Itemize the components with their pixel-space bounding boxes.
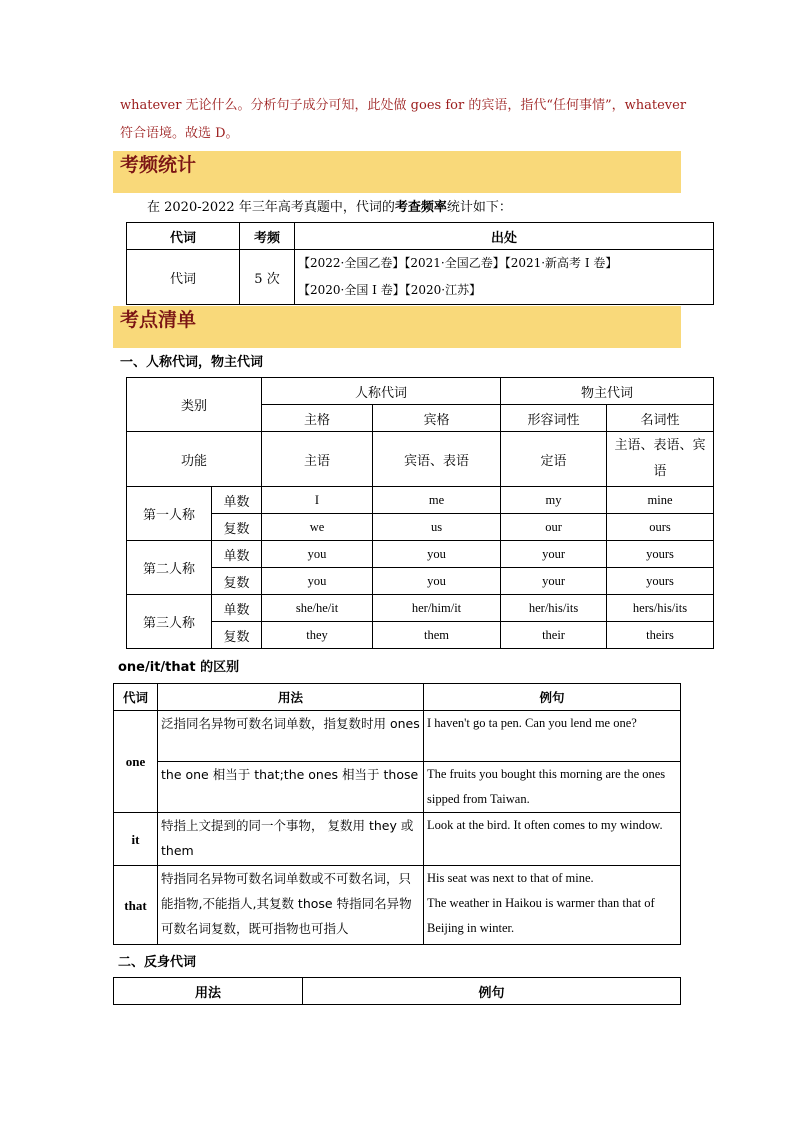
table-row: [114, 762, 681, 813]
table-cell: we: [262, 514, 373, 541]
table-cell: 特指同名异物可数名词单数或不可数名词，只能指物,不能指人,其复数 those 特指同名异物可数名词复数，既可指物也可指人: [158, 866, 424, 945]
table-cell: they: [262, 622, 373, 649]
intro-line-1: whatever 无论什么。分析句子成分可知，此处做 goes for 的宾语，指代“任何事情”，whatever: [120, 98, 687, 113]
table-cell: 第二人称: [127, 541, 212, 595]
table-row: [127, 514, 714, 541]
frequency-table: [126, 222, 714, 305]
table-cell: theirs: [607, 622, 714, 649]
table-cell: hers/his/its: [607, 595, 714, 622]
header-cell: 代词: [114, 684, 158, 711]
stats-intro-before: 在 2020-2022 年三年高考真题中，代词的: [147, 200, 395, 215]
example-line: The weather in Haikou is warmer than that of Beijing in winter.: [427, 896, 655, 935]
stats-intro: [147, 196, 512, 215]
table-cell: ours: [607, 514, 714, 541]
table-cell: 复数: [212, 622, 262, 649]
table-cell: yours: [607, 568, 714, 595]
table-header-row: [114, 684, 681, 711]
table-cell: 主格: [262, 405, 373, 432]
table-row: [127, 541, 714, 568]
table-cell: 类别: [127, 378, 262, 432]
table-cell: me: [373, 487, 501, 514]
table-cell: 主语: [262, 432, 373, 487]
table-cell: us: [373, 514, 501, 541]
table-cell: 复数: [212, 568, 262, 595]
header-cell: 用法: [114, 978, 303, 1005]
header-cell: 出处: [295, 223, 714, 250]
header-cell: 用法: [158, 684, 424, 711]
table-cell: 宾格: [373, 405, 501, 432]
table-cell: your: [501, 541, 607, 568]
source-cell: [295, 250, 714, 305]
table-cell: the one 相当于 that;the ones 相当于 those: [158, 762, 424, 813]
table-cell: 第一人称: [127, 487, 212, 541]
table-cell: 定语: [501, 432, 607, 487]
table-cell: our: [501, 514, 607, 541]
table-header-row: [114, 978, 681, 1005]
table-cell: 第三人称: [127, 595, 212, 649]
table-cell: your: [501, 568, 607, 595]
table-row: [127, 250, 714, 305]
table-cell: 人称代词: [262, 378, 501, 405]
table-cell: 单数: [212, 595, 262, 622]
table-cell: mine: [607, 487, 714, 514]
table-cell: I haven't go ta pen. Can you lend me one?: [424, 711, 681, 762]
table-cell: that: [114, 866, 158, 945]
table-cell: The fruits you bought this morning are the ones sipped from Taiwan.: [424, 762, 681, 813]
table-cell: you: [373, 541, 501, 568]
table-cell: them: [373, 622, 501, 649]
table-cell: you: [262, 541, 373, 568]
table-cell: her/his/its: [501, 595, 607, 622]
table-cell: 名词性: [607, 405, 714, 432]
table-row: [127, 622, 714, 649]
section-heading: 一、人称代词，物主代词: [120, 355, 264, 370]
source-line: 【2022·全国乙卷】【2021·全国乙卷】【2021·新高考 I 卷】: [298, 256, 618, 270]
table-row: [114, 813, 681, 866]
source-line: 【2020·全国 I 卷】【2020·江苏】: [298, 283, 482, 297]
section-heading: 二、反身代词: [118, 955, 197, 970]
table-cell: yours: [607, 541, 714, 568]
table-cell: 物主代词: [501, 378, 714, 405]
table-cell: you: [262, 568, 373, 595]
table-header-row: [127, 223, 714, 250]
table-cell: 主语、表语、宾语: [607, 432, 714, 487]
table-cell: I: [262, 487, 373, 514]
stats-intro-bold: 考查频率: [394, 200, 447, 215]
table-cell: 单数: [212, 541, 262, 568]
table-cell: 代词: [127, 250, 240, 305]
table-cell: their: [501, 622, 607, 649]
table-cell: 形容词性: [501, 405, 607, 432]
one-it-that-table: [113, 683, 681, 945]
table-cell: Look at the bird. It often comes to my window.: [424, 813, 681, 866]
table-cell: 功能: [127, 432, 262, 487]
table-cell: [424, 866, 681, 945]
answer-explanation: [120, 92, 690, 148]
table-row: [114, 711, 681, 762]
table-cell: she/he/it: [262, 595, 373, 622]
table-cell: my: [501, 487, 607, 514]
table-cell: her/him/it: [373, 595, 501, 622]
table-cell: 单数: [212, 487, 262, 514]
header-cell: 考频: [240, 223, 295, 250]
stats-intro-after: 统计如下：: [446, 200, 512, 215]
table-row: [127, 595, 714, 622]
table-cell: you: [373, 568, 501, 595]
table-row: [127, 487, 714, 514]
banner-frequency-stats: 考频统计: [113, 151, 681, 193]
table-cell: it: [114, 813, 158, 866]
table-row: [114, 866, 681, 945]
header-cell: 代词: [127, 223, 240, 250]
table-cell: one: [114, 711, 158, 813]
table-cell: 特指上文提到的同一个事物， 复数用 they 或 them: [158, 813, 424, 866]
example-line: His seat was next to that of mine.: [427, 871, 594, 885]
section-heading: one/it/that 的区别: [118, 660, 240, 675]
reflexive-table: [113, 977, 681, 1005]
table-cell: 泛指同名异物可数名词单数，指复数时用 ones: [158, 711, 424, 762]
header-cell: 例句: [303, 978, 681, 1005]
banner-key-points: 考点清单: [113, 306, 681, 348]
header-cell: 例句: [424, 684, 681, 711]
table-cell: 5 次: [240, 250, 295, 305]
pronoun-table: [126, 377, 714, 649]
table-row: [127, 568, 714, 595]
intro-line-2: 符合语境。故选 D。: [120, 126, 239, 141]
table-cell: 宾语、表语: [373, 432, 501, 487]
table-cell: 复数: [212, 514, 262, 541]
